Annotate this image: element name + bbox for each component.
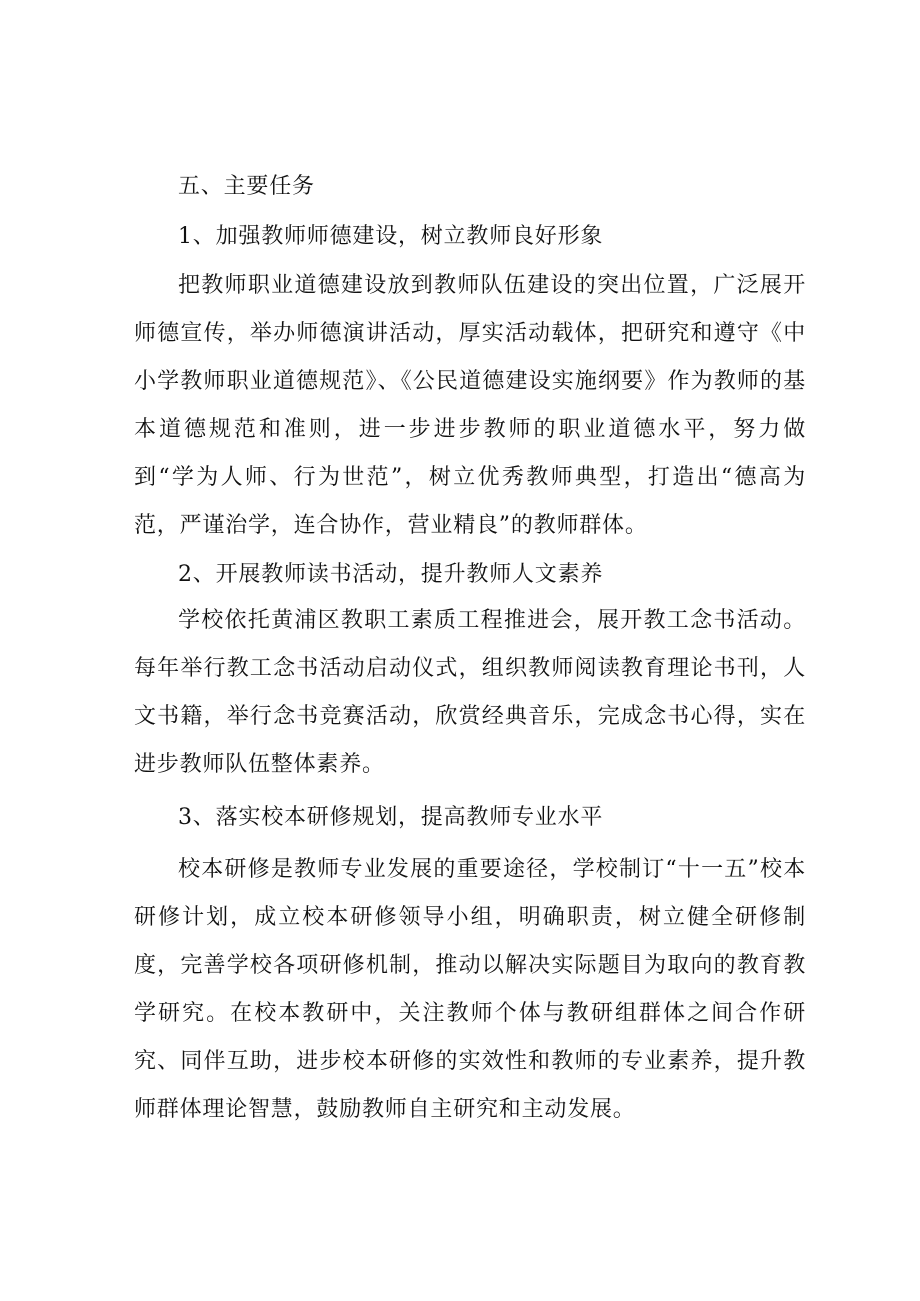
task-3-heading: 3、落实校本研修规划，提高教师专业水平 [178,805,604,830]
task-1-heading: 1、加强教师师德建设，树立教师良好形象 [178,224,604,249]
task-2-paragraph: 学校依托黄浦区教职工素质工程推进会，展开教工念书活动。每年举行教工念书活动启动仪式，组织教师阅读教育理论书刊，人文书籍，举行念书竞赛活动，欣赏经典音乐，完成念书心得，实在进步教师队伍整体素养。 [134,608,806,777]
section-title: 五、主要任务 [178,174,315,199]
task-2-heading: 2、开展教师读书活动，提升教师人文素养 [178,562,604,587]
task-1-paragraph: 把教师职业道德建设放到教师队伍建设的突出位置，广泛展开师德宣传，举办师德演讲活动，厚实活动载体，把研究和遵守《中小学教师职业道德规范》、《公民道德建设实施纲要》作为教师的基本道德规范和准则，进一步进步教师的职业道德水平，努力做到“学为人师、行为世范”，树立优秀教师典型，打造出“德高为范，严谨治学，连合协作，营业精良”的教师群体。 [134,273,806,538]
task-3-paragraph: 校本研修是教师专业发展的重要途径，学校制订“十一五”校本研修计划，成立校本研修领导小组，明确职责，树立健全研修制度，完善学校各项研修机制，推动以解决实际题目为取向的教育教学研究。在校本教研中，关注教师个体与教研组群体之间合作研究、同伴互助，进步校本研修的实效性和教师的专业素养，提升教师群体理论智慧，鼓励教师自主研究和主动发展。 [134,857,806,1122]
